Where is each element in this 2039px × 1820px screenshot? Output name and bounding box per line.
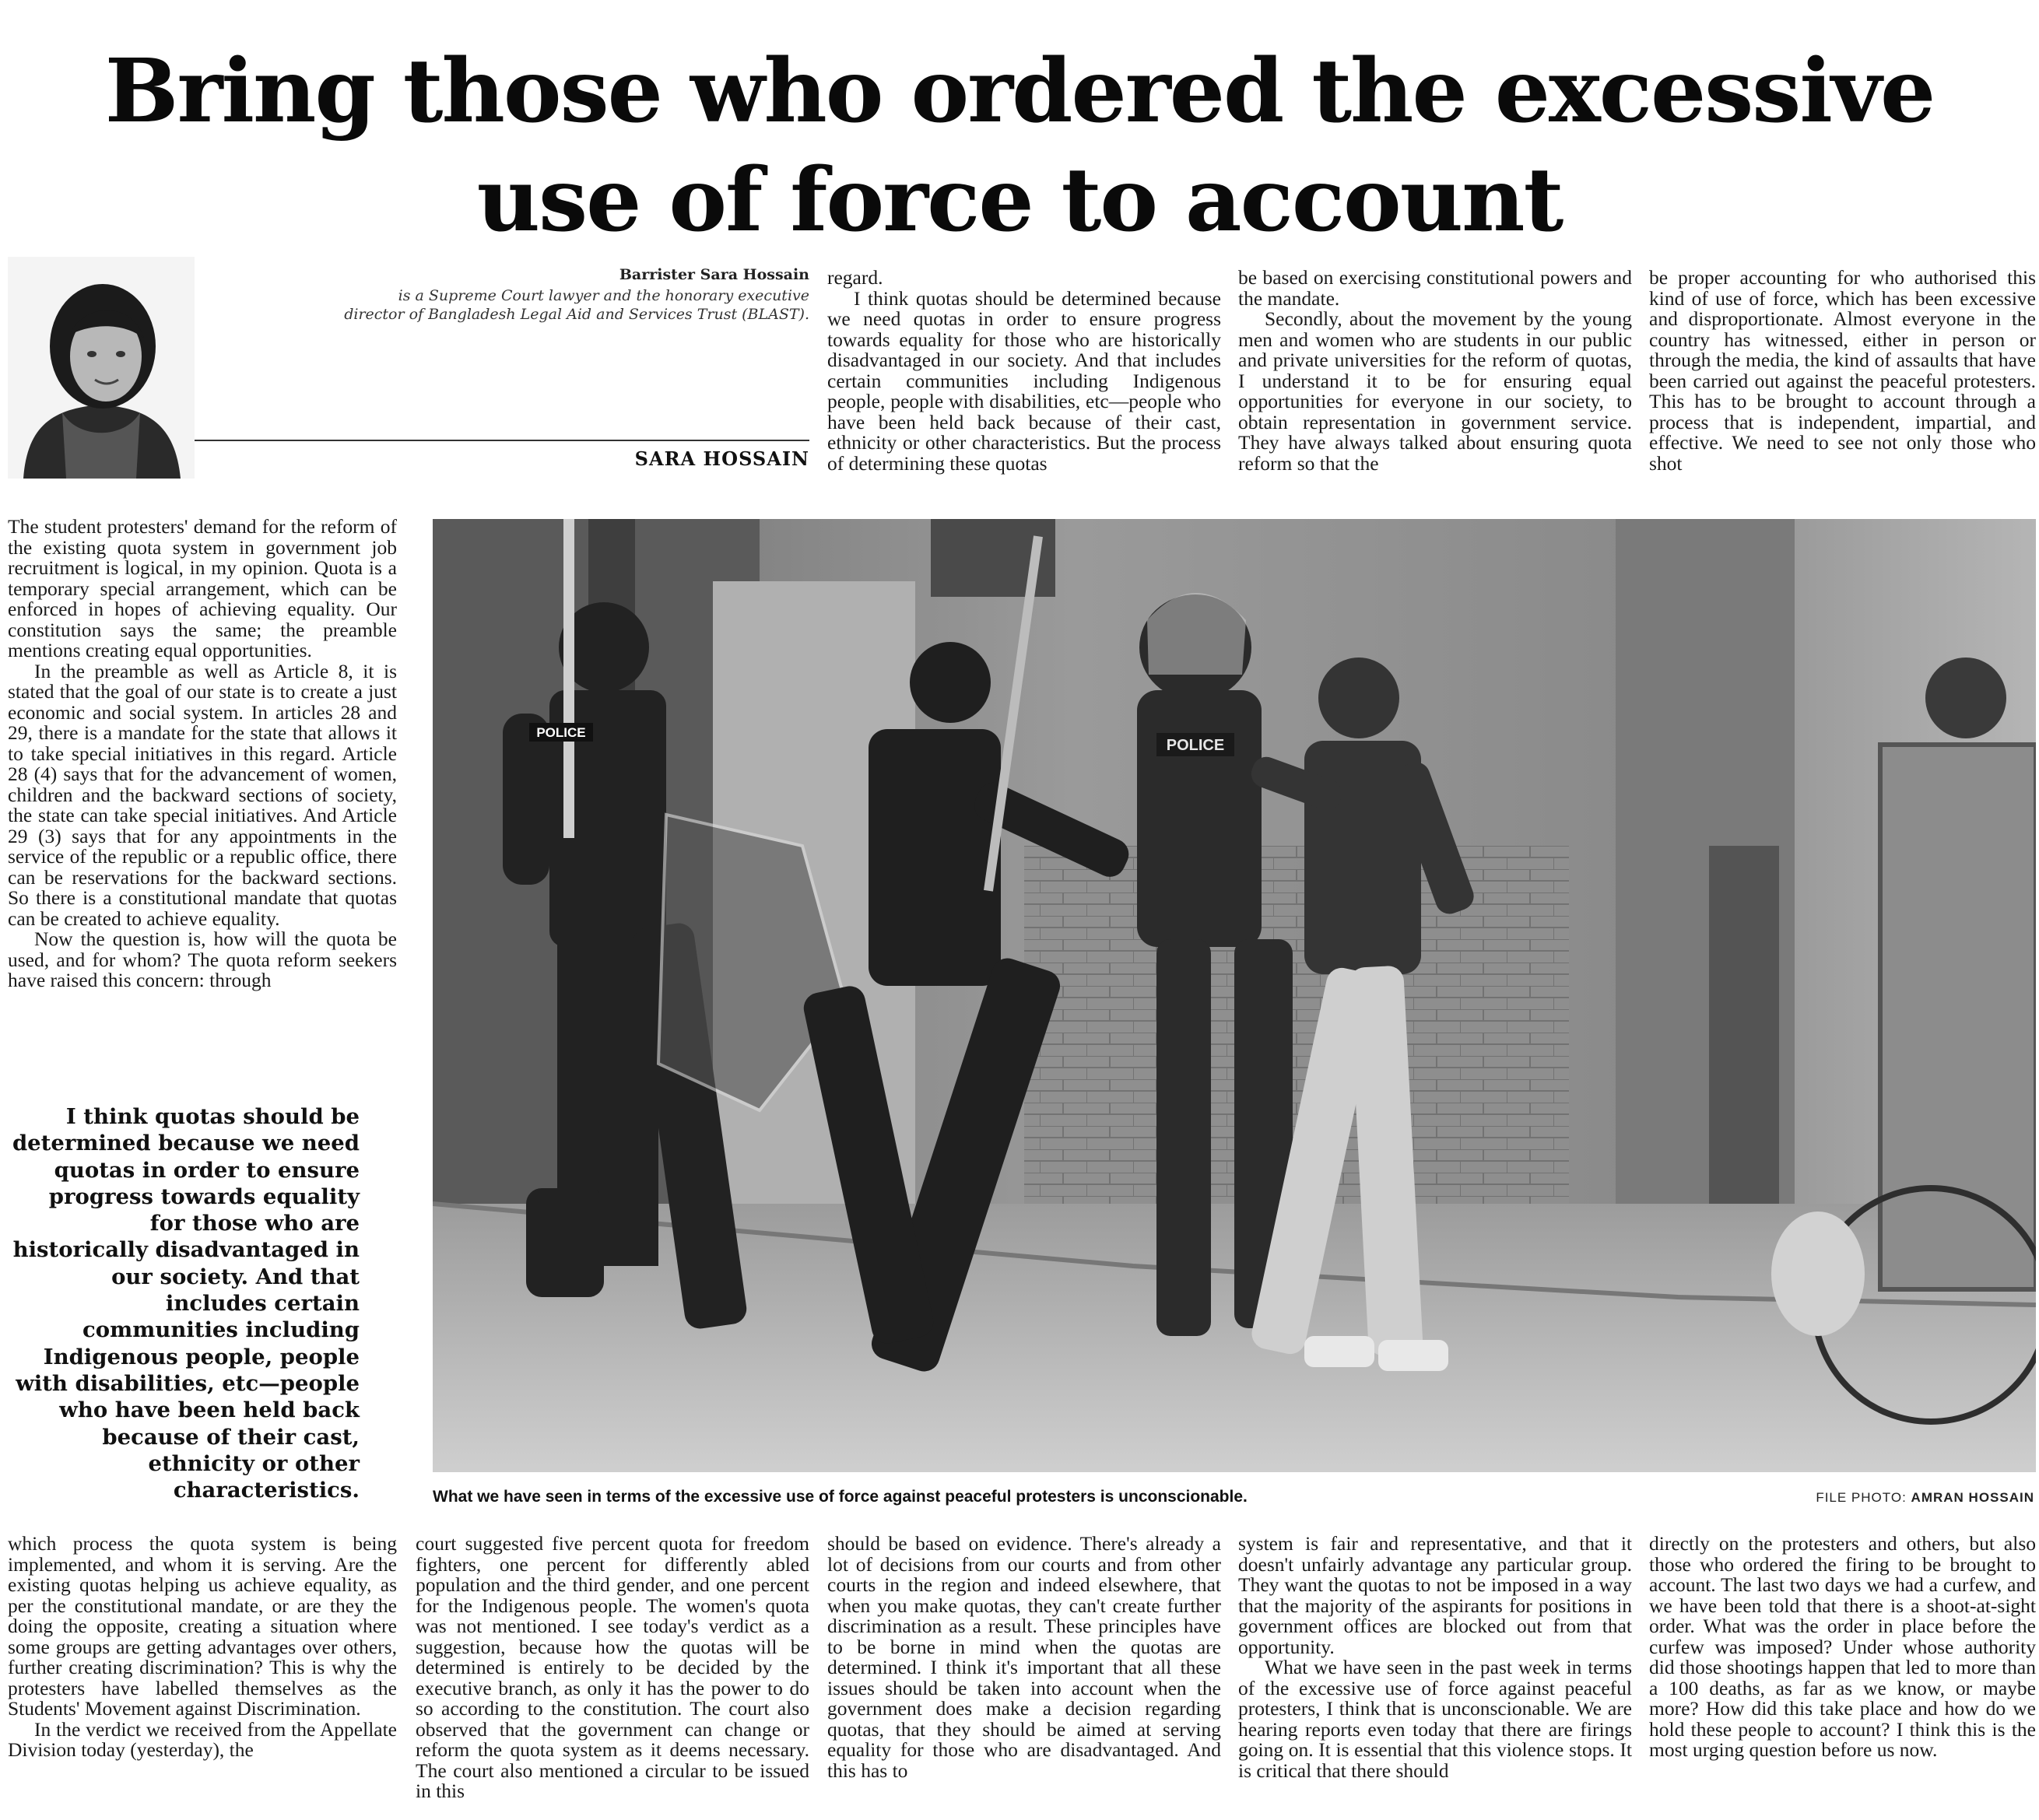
paragraph: In the verdict we received from the Appellate Division today (yesterday), the [8, 1717, 397, 1761]
police-label-2: POLICE [1166, 737, 1225, 754]
paragraph: directly on the protesters and others, but also those who ordered the firing to be brought to account. The last two days we had a curfew, and we have been told that there is a shoot-at-sight order. What was the order in place before the curfew was imposed? Under whose authority did those shootings happen that led to more than a 100 deaths, as far as we know, or maybe more? How did this take place and how do we hold these people to account? I think this is the most urging question before us now. [1649, 1534, 2036, 1761]
author-name: Barrister Sara Hossain [619, 266, 809, 283]
paragraph: Secondly, about the movement by the young men and women who are students in our public and private universities for the reform of quotas, I understand it to be for ensuring equal opportunities for everyone in our society, to obtain representation in government service. They have always talked about ensuring quota reform so that the [1238, 307, 1632, 475]
paragraph: In the preamble as well as Article 8, it is stated that the goal of our state is to create a just economic and social system. In articles 28 and 29, there is a mandate for the state that allows it to take special initiatives in this regard. Article 28 (4) says that for the advancement of women, children and the backward sections of society, the state can take special initiatives. And Article 29 (3) says that for any appointments in the service of the republic or a republic office, there can be reservations for the backward sections. So there is a constitutional mandate that quotas can be created to achieve equality. [8, 659, 397, 930]
paragraph: should be based on evidence. There's already a lot of decisions from our courts and from other courts in the region and indeed elsewhere, that when you make quotas, they can't create further discrimination as a result. These principles have to be borne in mind when the quotas are determined. I think it's important that all these issues should be taken into account when the government does make a decision regarding quotas, that they should be aimed at serving equality for those who are disadvantaged. And this has to [827, 1534, 1221, 1782]
paragraph: system is fair and representative, and that it doesn't unfairly advantage any particular group. They want the quotas to not be imposed in a way that the majority of the aspirants for positions in government offices are blocked out from that opportunity. [1238, 1534, 1632, 1658]
paragraph: What we have seen in the past week in terms of the excessive use of force against peaceful protesters, I think that is unconscionable. We are hearing reports even today that there are firings going on. It is essential that this violence stops. It is critical that there should [1238, 1656, 1632, 1782]
paragraph: The student protesters' demand for the reform of the existing quota system in government job recruitment is logical, in my opinion. Quota is a temporary special arrangement, which can be enforced in hopes of achieving equality. Our constitution says the same; the preamble mentions creating equal opportunities. [8, 517, 397, 661]
paragraph: court suggested five percent quota for freedom fighters, one percent for differently abled population and the third gender, and one percent for the Indigenous people. The women's quota was not mentioned. I see today's verdict as a suggestion, because how the quotas will be determined is entirely to be decided by the executive branch, as only it has the power to do so according to the constitution. The court also observed that the government can change or reform the quota system as it deems necessary. The court also mentioned a circular to be issued in this [416, 1534, 809, 1802]
paragraph: which process the quota system is being implemented, and whom it is serving. Are the existing quotas helping us achieve equality, as per the constitutional mandate, or are they the doing the opposite, creating a situation where some groups are getting advantages over others, further creating discrimination? This is why the protesters have labelled themselves as the Students' Movement against Discrimination. [8, 1534, 397, 1720]
headline-line-2: use of force to account [476, 149, 1563, 251]
paragraph: be proper accounting for who authorised this kind of use of force, which has been excessive and disproportionate. Almost everyone in the country has witnessed, either in person or through the media, the kind of assaults that have been carried out against the peaceful protesters. This has to be brought to account through a process that is independent, impartial, and effective. We need to see not only those who shot [1649, 268, 2036, 475]
paragraph: regard. [827, 268, 883, 289]
author-photo [8, 257, 195, 479]
pull-quote: I think quotas should be determined because we need quotas in order to ensure progress towards equality for those who are historically disadvantaged in our society. And that includes certain communities including Indigenous people, people with disabilities, etc—people who have been held back because of their cast, ethnicity or other characteristics. [12, 1104, 360, 1503]
photo-credit-prefix: FILE PHOTO: [1816, 1490, 1907, 1505]
photo-credit [1816, 1490, 2034, 1506]
photo-credit-name: AMRAN HOSSAIN [1911, 1490, 2034, 1505]
paragraph: I think quotas should be determined because we need quotas in order to ensure progress towards equality for those who are historically disadvantaged in our society. And that includes certain communities including Indigenous people, people with disabilities, etc—people who have been held back because of their cast, ethnicity or other characteristics. But the process of determining these quotas [827, 286, 1221, 475]
bottom-column-1 [8, 1534, 397, 1814]
police-label-1: POLICE [536, 725, 586, 740]
left-column [8, 517, 397, 1072]
paragraph: Now the question is, how will the quota be used, and for whom? The quota reform seekers have raised this concern: through [8, 928, 397, 991]
author-bio: is a Supreme Court lawyer and the honorary executive director of Bangladesh Legal Aid and Services Trust (BLAST). [344, 287, 809, 323]
author-box [8, 257, 809, 479]
author-byline: SARA HOSSAIN [634, 447, 809, 470]
news-photo [433, 519, 2036, 1472]
bottom-column-5 [1649, 1534, 2036, 1814]
headline-line-1: Bring those who ordered the excessive [104, 40, 1935, 142]
photo-caption: What we have seen in terms of the excessive use of force against peaceful protesters is unconscionable. [433, 1488, 1248, 1506]
top-column-3 [1649, 268, 2036, 486]
top-column-2 [1238, 268, 1632, 486]
paragraph: be based on exercising constitutional powers and the mandate. [1238, 268, 1632, 310]
top-column-1 [827, 268, 1221, 486]
headline [16, 37, 2023, 255]
bottom-column-3 [827, 1534, 1221, 1814]
bottom-column-4 [1238, 1534, 1632, 1814]
author-rule [195, 440, 809, 441]
bottom-column-2 [416, 1534, 809, 1814]
